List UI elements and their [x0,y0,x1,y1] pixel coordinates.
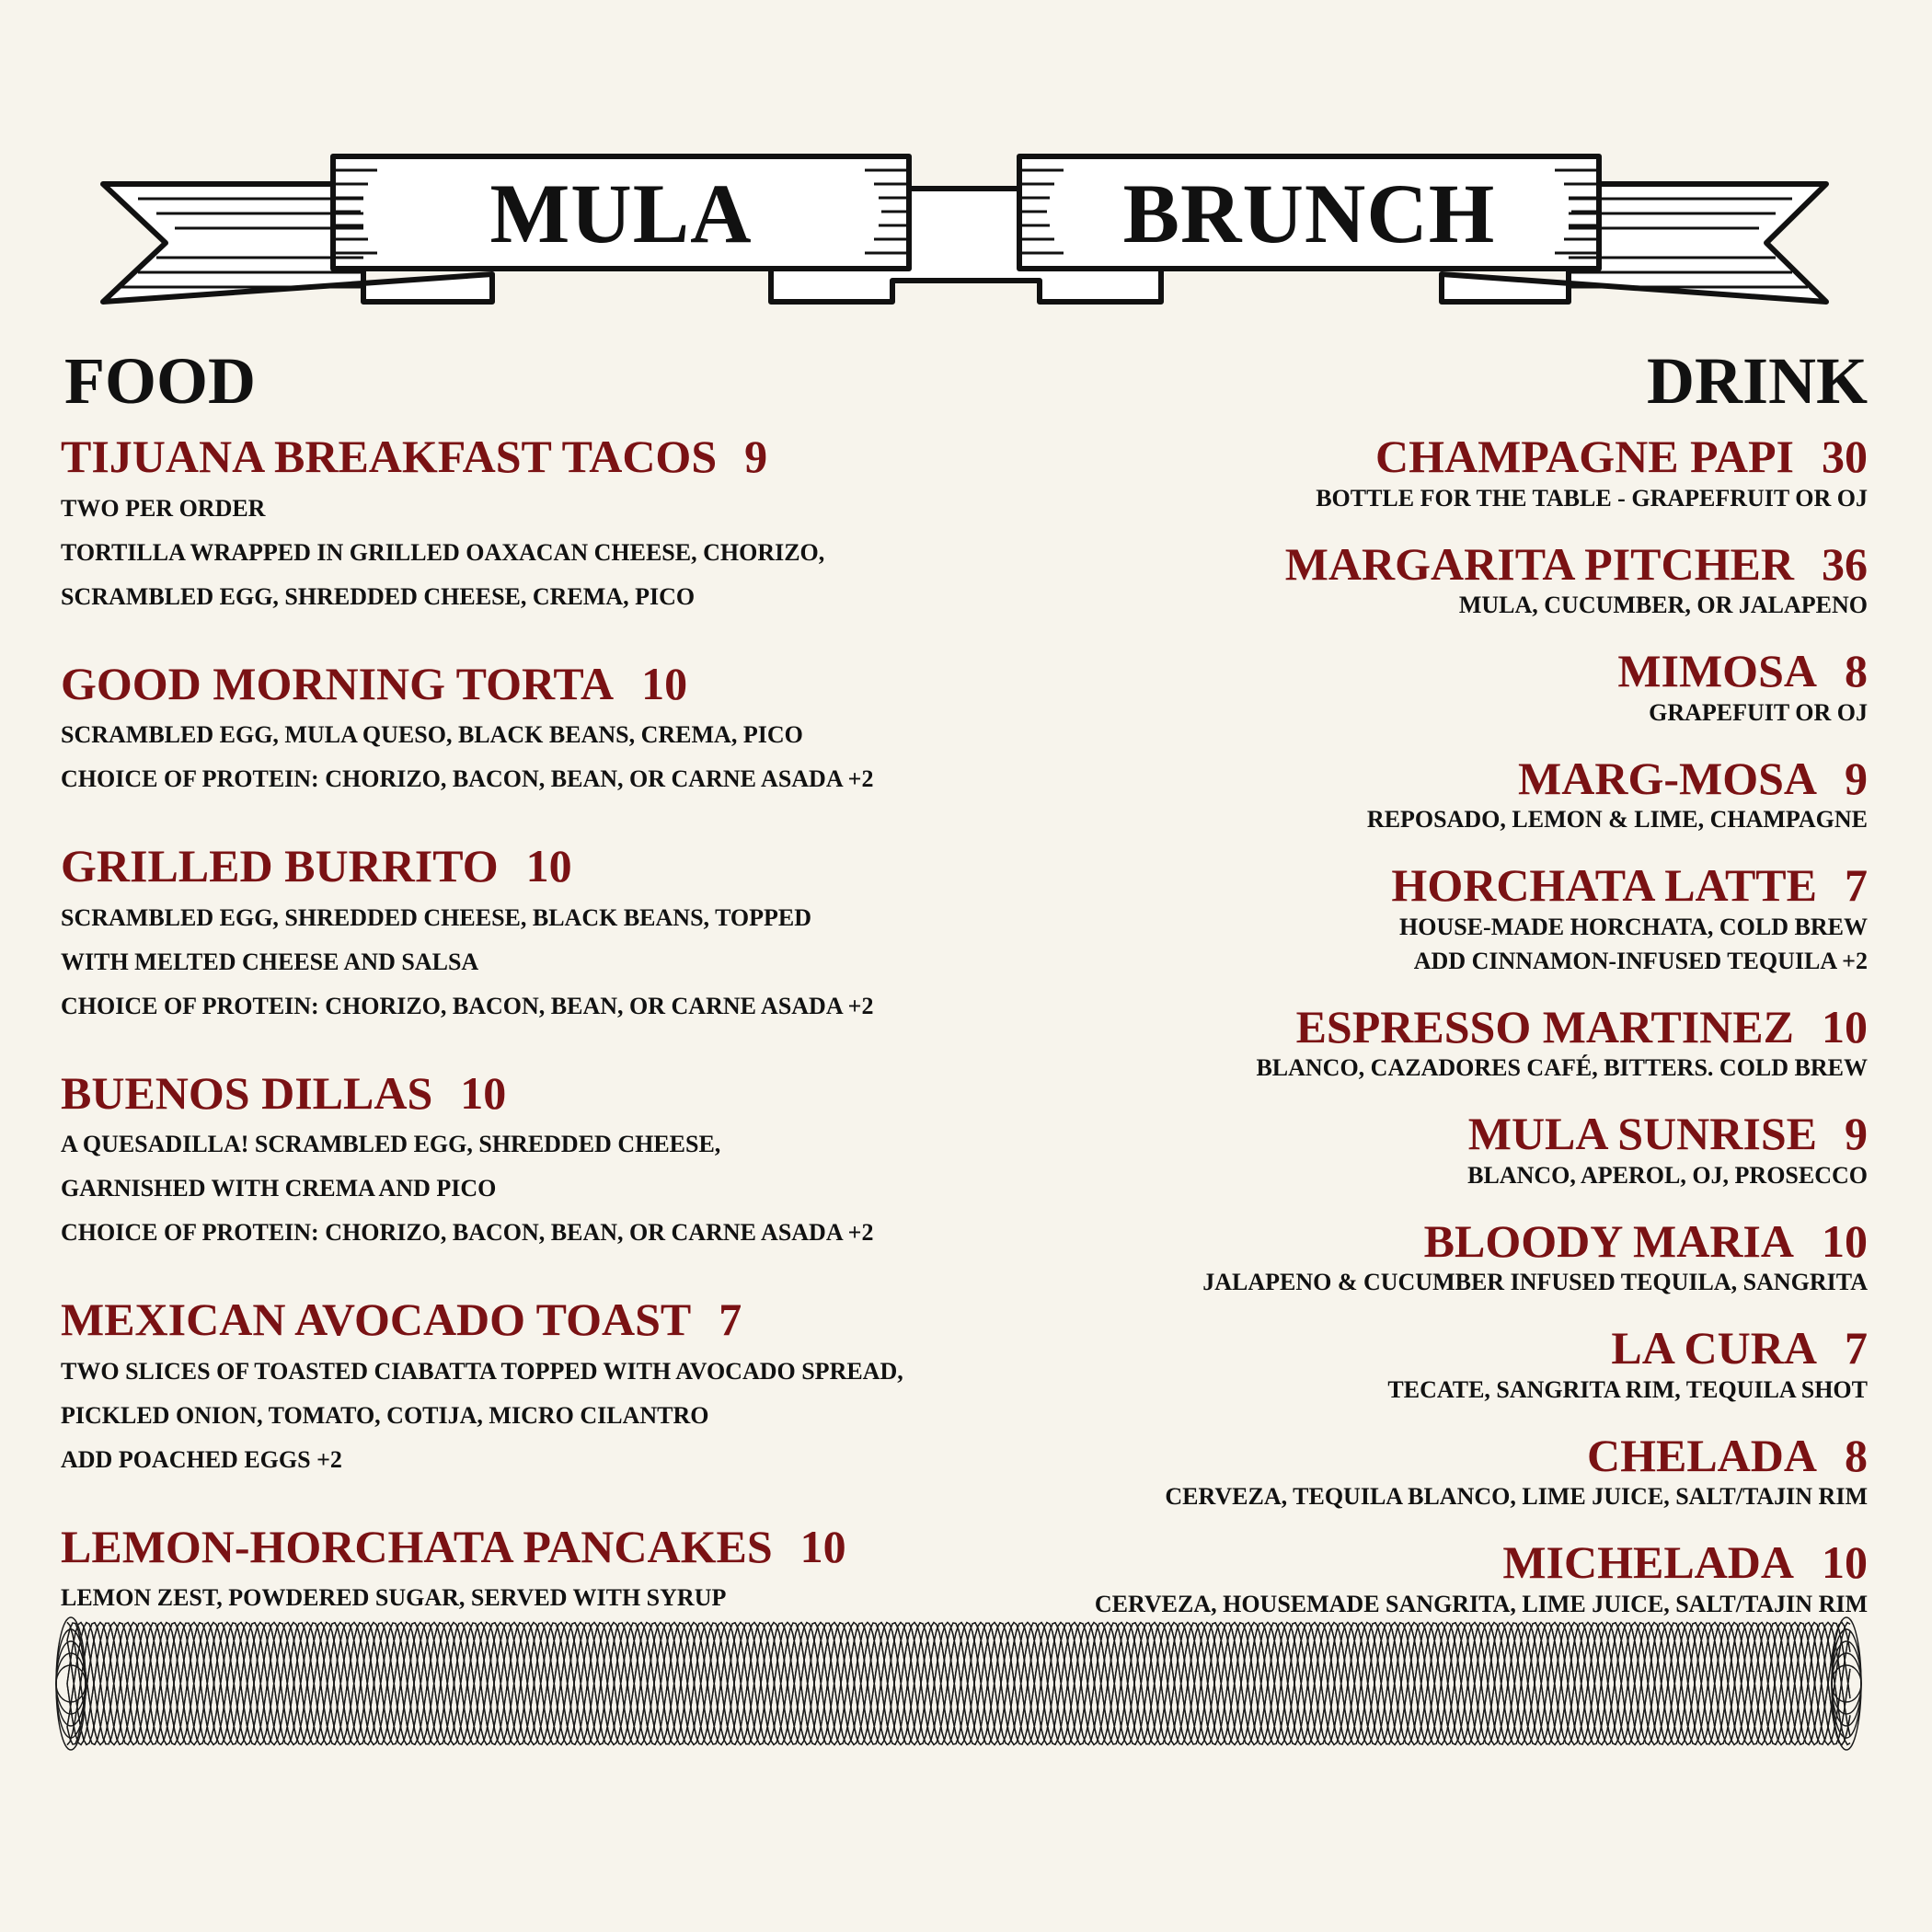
food-item-desc: TWO PER ORDER [61,494,266,522]
food-item-title [61,1520,999,1572]
drink-item-name: MARG-MOSA [1518,752,1817,804]
food-item-price: 10 [525,840,572,891]
food-item-name: TIJUANA BREAKFAST TACOS [61,431,718,482]
drink-item-price: 7 [1845,1322,1868,1374]
drink-item-price: 10 [1822,1000,1868,1052]
drink-item-desc: HOUSE-MADE HORCHATA, COLD BREW [1399,913,1868,940]
food-item-title [61,1066,999,1119]
ribbon-banner [0,0,1932,350]
drink-item-name: MARGARITA PITCHER [1284,537,1794,590]
drink-item-title [948,647,1868,696]
drink-list [948,432,1868,1646]
drink-item-name: CHELADA [1586,1429,1817,1481]
drink-item-desc: REPOSADO, LEMON & LIME, CHAMPAGNE [1366,806,1868,833]
drink-item [948,861,1868,978]
drink-item-desc: GRAPEFUIT OR OJ [1649,698,1868,726]
drink-item [948,754,1868,837]
banner-title-left: MULA [489,167,753,260]
food-item-desc: TWO SLICES OF TOASTED CIABATTA TOPPED WITH AVOCADO SPREAD, [61,1357,903,1385]
drink-item-title [948,1214,1868,1267]
drink-item-desc: MULA, CUCUMBER, OR JALAPENO [1458,592,1868,618]
drink-item-name: CHAMPAGNE PAPI [1374,431,1794,482]
food-item-price: 7 [719,1294,742,1345]
food-item-desc: LEMON ZEST, POWDERED SUGAR, SERVED WITH SYRUP [61,1584,727,1611]
drink-item-desc: CERVEZA, TEQUILA BLANCO, LIME JUICE, SALT/TAJIN RIM [1165,1483,1868,1510]
drink-item-price: 30 [1822,431,1868,482]
drink-item-name: BLOODY MARIA [1423,1214,1794,1267]
drink-item-price: 9 [1845,1108,1868,1159]
food-item-desc: PICKLED ONION, TOMATO, COTIJA, MICRO CILANTRO [61,1401,709,1429]
drink-item-desc: CERVEZA, HOUSEMADE SANGRITA, LIME JUICE, SALT/TAJIN RIM [1094,1590,1868,1617]
drink-item-name: HORCHATA LATTE [1391,859,1817,911]
drink-item [948,647,1868,730]
drink-item-title [948,537,1868,590]
drink-item [948,1538,1868,1621]
food-item-price: 10 [460,1066,507,1119]
food-item-desc: SCRAMBLED EGG, SHREDDED CHEESE, BLACK BEANS, TOPPED [61,903,812,931]
food-item-price: 9 [744,431,768,482]
drink-item-title [948,754,1868,803]
drink-item-name: ESPRESSO MARTINEZ [1295,1000,1794,1052]
drink-section-title: DRINK [1646,344,1868,418]
food-item-desc: CHOICE OF PROTEIN: CHORIZO, BACON, BEAN, OR CARNE ASADA +2 [61,765,874,792]
food-item [61,657,999,802]
drink-item-desc: BLANCO, CAZADORES CAFÉ, BITTERS. COLD BREW [1256,1054,1868,1081]
guilloche-border [51,1615,1867,1753]
food-item [61,842,999,1029]
drink-item-title [948,1110,1868,1158]
drink-item-price: 8 [1845,645,1868,696]
drink-item-name: MICHELADA [1502,1536,1794,1588]
drink-item-name: LA CURA [1611,1322,1817,1374]
food-item [61,1066,999,1256]
food-item-name: GRILLED BURRITO [61,840,499,891]
drink-item-price: 9 [1845,752,1868,804]
drink-item [948,1429,1868,1514]
food-item-title [61,842,999,891]
food-section-title: FOOD [64,344,256,418]
food-item-name: LEMON-HORCHATA PANCAKES [61,1520,773,1572]
food-item-name: BUENOS DILLAS [61,1066,433,1119]
food-item-desc: TORTILLA WRAPPED IN GRILLED OAXACAN CHEESE, CHORIZO, [61,538,825,566]
drink-item-title [948,1000,1868,1052]
drink-item-title [948,861,1868,910]
drink-item-price: 7 [1845,859,1868,911]
guilloche-end-loop [1832,1617,1861,1750]
food-list [61,432,999,1661]
food-item-desc: GARNISHED WITH CREMA AND PICO [61,1175,497,1202]
drink-item [948,1110,1868,1192]
food-item-desc: SCRAMBLED EGG, SHREDDED CHEESE, CREMA, PICO [61,582,696,610]
drink-item-desc: BLANCO, APEROL, OJ, PROSECCO [1467,1161,1868,1189]
food-item-desc: A QUESADILLA! SCRAMBLED EGG, SHREDDED CHEESE, [61,1131,721,1157]
food-item-desc: SCRAMBLED EGG, MULA QUESO, BLACK BEANS, CREMA, PICO [61,721,803,748]
banner-title-right: BRUNCH [1122,167,1496,260]
food-item-desc: ADD POACHED EGGS +2 [61,1445,342,1473]
drink-item-desc: JALAPENO & CUCUMBER INFUSED TEQUILA, SANGRITA [1202,1269,1868,1295]
food-item-name: GOOD MORNING TORTA [61,657,615,709]
food-item [61,432,999,619]
drink-item-price: 36 [1822,537,1868,590]
drink-item-desc: BOTTLE FOR THE TABLE - GRAPEFRUIT OR OJ [1316,484,1868,512]
food-item-desc: CHOICE OF PROTEIN: CHORIZO, BACON, BEAN, OR CARNE ASADA +2 [61,1219,874,1246]
drink-item-title [948,1429,1868,1481]
drink-item-price: 10 [1822,1536,1868,1588]
drink-item-price: 8 [1845,1429,1868,1481]
drink-item-title [948,1324,1868,1373]
drink-item [948,1000,1868,1086]
food-item [61,1520,999,1621]
drink-item-name: MIMOSA [1617,645,1817,696]
drink-item-name: MULA SUNRISE [1467,1108,1817,1159]
food-item-title [61,1295,999,1344]
food-item-name: MEXICAN AVOCADO TOAST [61,1294,692,1345]
food-item [61,1295,999,1482]
drink-item-title [948,1538,1868,1587]
food-item-title [61,432,999,481]
drink-item-desc: TECATE, SANGRITA RIM, TEQUILA SHOT [1387,1375,1868,1403]
drink-item [948,432,1868,515]
food-item-title [61,657,999,709]
food-item-desc: CHOICE OF PROTEIN: CHORIZO, BACON, BEAN, OR CARNE ASADA +2 [61,992,874,1019]
guilloche-end-loop [1832,1653,1861,1714]
drink-item-title [948,432,1868,481]
drink-item-price: 10 [1822,1214,1868,1267]
food-item-price: 10 [641,657,688,709]
drink-item [948,1324,1868,1407]
guilloche-end-loop [1832,1641,1861,1726]
food-item-desc: WITH MELTED CHEESE AND SALSA [61,948,479,975]
food-item-price: 10 [799,1520,846,1572]
drink-item-desc: ADD CINNAMON-INFUSED TEQUILA +2 [1413,947,1868,974]
drink-item [948,537,1868,623]
drink-item [948,1214,1868,1300]
